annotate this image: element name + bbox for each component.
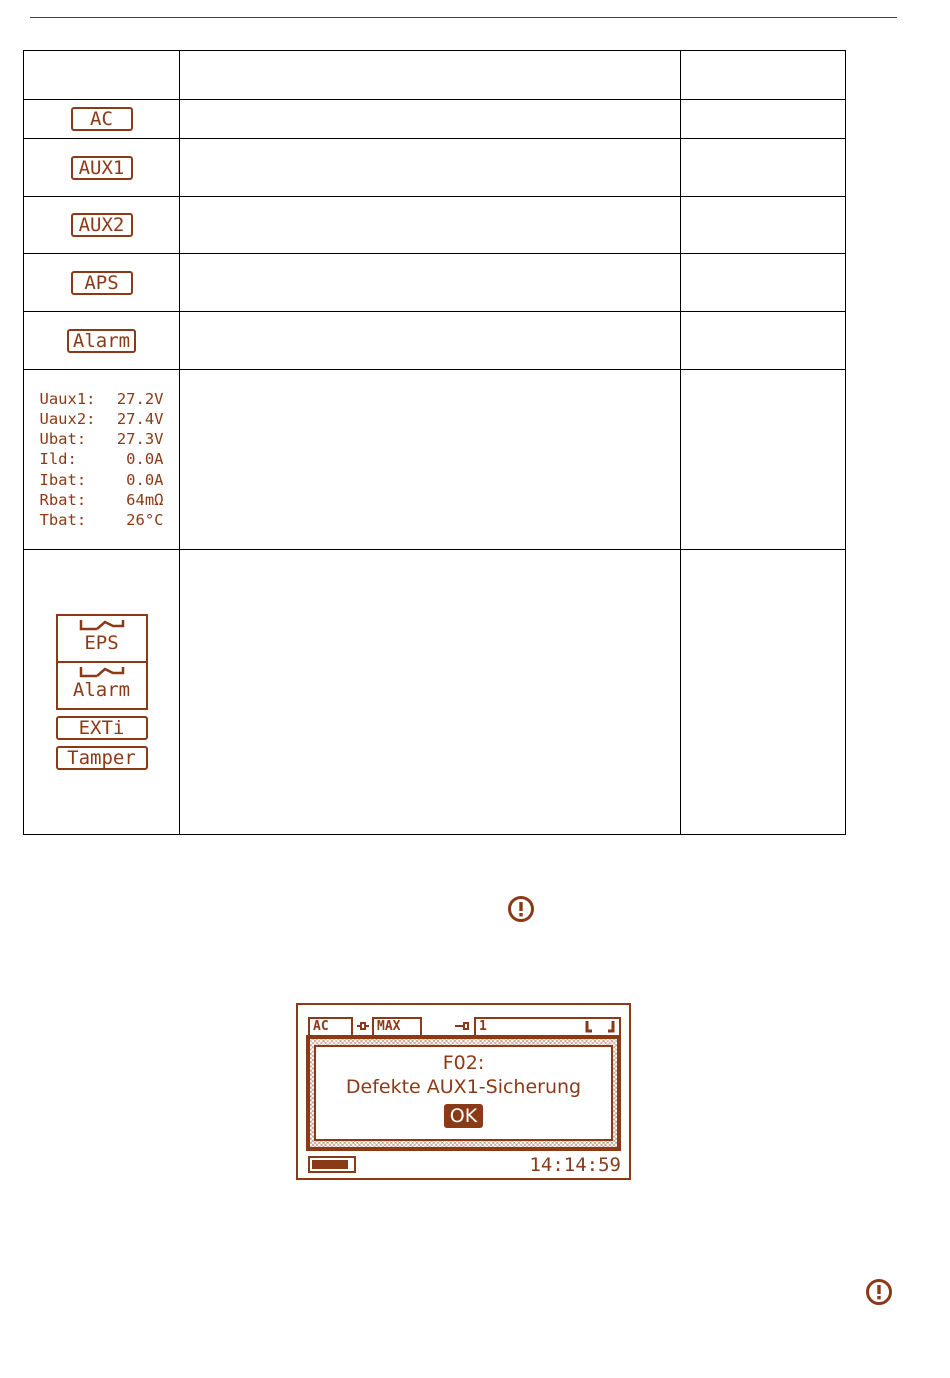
table-cell: [180, 254, 681, 312]
table-cell: [681, 197, 846, 254]
header-cell-description: [180, 51, 681, 100]
table-cell: [180, 550, 681, 835]
reading-ibat: Ibat: 0.0A: [39, 470, 164, 489]
plug-icon: [356, 1021, 370, 1031]
relay-input-stack: [56, 614, 148, 770]
reading-rbat: Rbat: 64mΩ: [39, 490, 164, 509]
table-row: [24, 100, 846, 139]
reading-uaux1: Uaux1: 27.2V: [39, 389, 164, 408]
header-rule: [30, 17, 897, 18]
header-cell-extra: [681, 51, 846, 100]
measurement-readings: [40, 389, 164, 530]
table-cell: [180, 197, 681, 254]
exti-indicator: EXTi: [56, 716, 148, 740]
table-row: [24, 254, 846, 312]
table-cell: [180, 312, 681, 370]
table-cell: [180, 100, 681, 139]
table-row: [24, 312, 846, 370]
lcd-bottom-bar: [308, 1155, 621, 1175]
bracket-icon: [585, 1021, 615, 1033]
relay-contact-icon: [77, 665, 127, 679]
status-output: 1: [474, 1017, 621, 1035]
lcd-symbol-table: [23, 50, 846, 835]
error-dialog-body: [314, 1045, 613, 1141]
lcd-status-bar: [308, 1017, 621, 1037]
reading-tbat: Tbat: 26°C: [39, 511, 164, 529]
table-cell: [681, 254, 846, 312]
relay-eps: EPS: [58, 616, 146, 661]
exclamation-circle-icon: [865, 1278, 893, 1306]
table-row: [24, 550, 846, 835]
table-cell: [681, 139, 846, 197]
relay-group: [56, 614, 148, 710]
lcd-screen: [296, 1003, 631, 1180]
error-code: F02:: [442, 1052, 485, 1074]
table-cell: [681, 550, 846, 835]
ac-indicator: AC: [71, 107, 133, 131]
table-cell: [681, 100, 846, 139]
reading-ubat: Ubat: 27.3V: [39, 430, 164, 449]
ok-button[interactable]: OK: [444, 1104, 483, 1128]
battery-level: [312, 1160, 348, 1169]
relay-alarm: Alarm: [58, 661, 146, 708]
aux2-indicator: AUX2: [71, 213, 133, 237]
reading-ild: Ild: 0.0A: [39, 450, 164, 469]
table-row: [24, 139, 846, 197]
aux1-indicator: AUX1: [71, 156, 133, 180]
reading-uaux2: Uaux2: 27.4V: [39, 409, 164, 428]
table-header-row: [24, 51, 846, 100]
table-row: [24, 370, 846, 550]
table-cell: [180, 139, 681, 197]
battery-icon: [308, 1156, 356, 1173]
tamper-indicator: Tamper: [56, 746, 148, 770]
alarm-indicator: Alarm: [67, 329, 136, 353]
status-ac: AC: [308, 1017, 353, 1035]
table-cell: [681, 312, 846, 370]
exclamation-circle-icon: [507, 895, 535, 923]
error-message: Defekte AUX1-Sicherung: [345, 1076, 582, 1098]
table-row: [24, 197, 846, 254]
table-cell: [681, 370, 846, 550]
relay-contact-icon: [77, 618, 127, 632]
aps-indicator: APS: [71, 271, 133, 295]
clock: 14:14:59: [529, 1154, 621, 1176]
header-cell-symbol: [24, 51, 180, 100]
table-cell: [180, 370, 681, 550]
error-dialog: [306, 1035, 621, 1151]
output-arrow-icon: [454, 1021, 472, 1031]
status-max: MAX: [372, 1017, 422, 1035]
